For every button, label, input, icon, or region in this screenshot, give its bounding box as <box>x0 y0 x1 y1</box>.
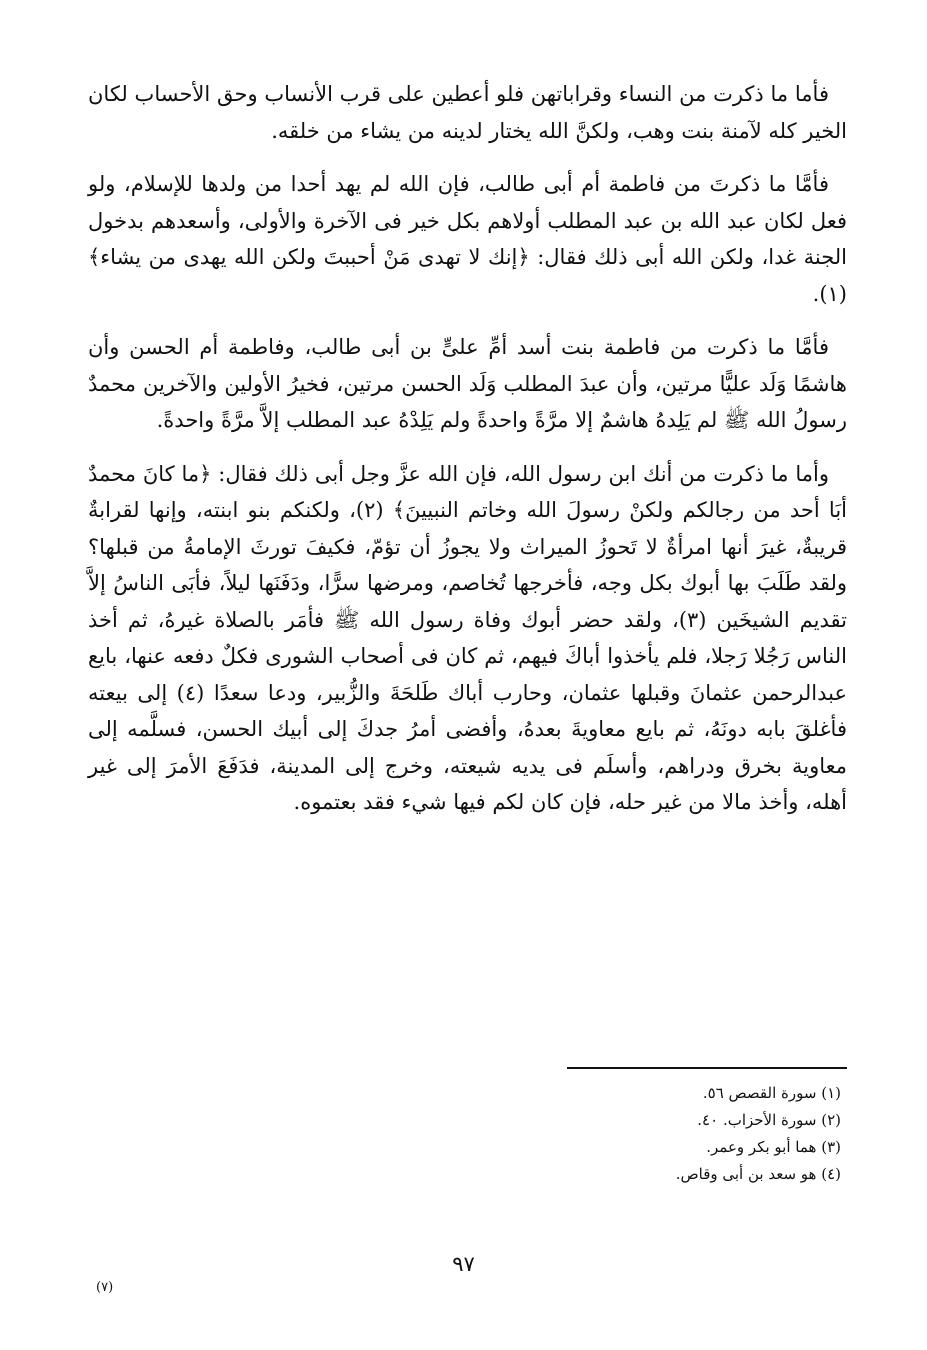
footnote-2: (٢) سورة الأحزاب. ٤٠. <box>697 1111 841 1129</box>
footnote-3: (٣) هما أبو بكر وعمر. <box>706 1138 841 1156</box>
paragraph-3: فأمَّا ما ذكرت من فاطمة بنت أسد أمِّ علىٍّ بن أبى طالب، وفاطمة أم الحسن وأن هاشمًا وَلَد عليًّا مرتين، وأن عبدَ المطلب وَلَد الحسن مرتين، فخيرُ الأولين والآخرين محمدٌ رسولُ الله ﷺ لم يَلِدهُ هاشمٌ إلا مرَّةً واحدةً ولم يَلِدْهُ عبد المطلب إلاَّ مرَّةً واحدةً. <box>88 335 847 432</box>
footnotes-list <box>676 1080 841 1188</box>
paragraph-1: فأما ما ذكرت من النساء وقراباتهن فلو أعطين على قرب الأنساب وحق الأحساب لكان الخير كله لآمنة بنت وهب، ولكنَّ الله يختار لدينه من يشاء من خلقه. <box>88 82 847 143</box>
signature-mark: (٧) <box>96 1280 114 1295</box>
page-number: ٩٧ <box>452 1252 475 1276</box>
footnote-1: (١) سورة القصص ٥٦. <box>702 1084 841 1102</box>
footnote-4: (٤) هو سعد بن أبى وقاص. <box>675 1165 841 1183</box>
paragraph-2: فأمَّا ما ذكرتَ من فاطمة أم أبى طالب، فإن الله لم يهد أحدا من ولدها للإسلام، ولو فعل لكان عبد الله بن عبد المطلب أولاهم بكل خير فى الآخرة والأولى، وأسعدهم بدخول الجنة غدا، ولكن الله أبى ذلك فقال: ﴿إنك لا تهدى مَنْ أحببتَ ولكن الله يهدى من يشاء﴾ (١). <box>88 172 847 306</box>
footnote-divider <box>567 1067 847 1069</box>
paragraph-4: وأما ما ذكرت من أنك ابن رسول الله، فإن الله عزَّ وجل أبى ذلك فقال: ﴿ما كانَ محمدٌ أبَا أحد من رجالكم ولكنْ رسولَ الله وخاتم النبيينَ﴾ (٢)، ولكنكم بنو ابنته، وإنها لقرابةٌ قريبةٌ، غيرَ أنها امرأةٌ لا تَحوزُ الميراث ولا يجوزُ أن تؤمّ، فكيفَ تورثَ الإمامةُ من قبلها؟ ولقد طَلَبَ بها أبوك بكل وجه، فأخرجها تُخاصم، ومرضها سرًّا، ودَفَنَها ليلاً، فأبَى الناسُ إلاَّ تقديم الشيخَين (٣)، ولقد حضر أبوك وفاة رسول الله ﷺ فأمَر بالصلاة غيرهُ، ثم أخذ الناس رَجُلا رَجلا، فلم يأخذوا أباكَ فيهم، ثم كان فى أصحاب الشورى فكلٌ دفعه عنها، بايع عبدالرحمن عثمانَ وقبلها عثمان، وحارب أباك طَلحَةَ والزُّبير، ودعا سعدًا (٤) إلى بيعته فأغلقَ بابه دونَهُ، ثم بايع معاويةَ بعدهُ، وأفضى أمرُ جدكَ إلى أبيك الحسن، فسلَّمه إلى معاوية بخرق ودراهم، وأسلَم فى يديه شيعته، وخرج إلى المدينة، فدَفَعَ الأمرَ إلى غير أهله، وأخذ مالا من غير حله، فإن كان لكم فيها شيء فقد بعتموه. <box>88 461 847 814</box>
main-text <box>88 76 847 838</box>
